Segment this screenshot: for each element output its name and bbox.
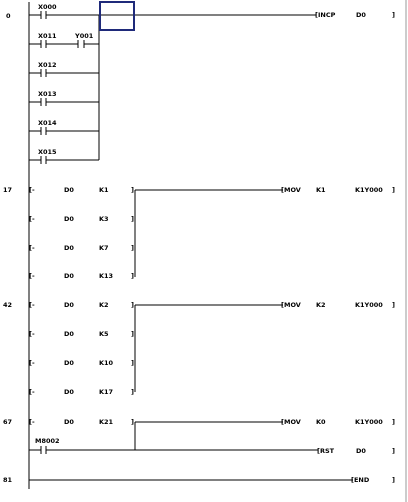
operand-2: K1Y000	[355, 418, 383, 426]
compare-instruction[interactable]	[29, 418, 134, 426]
compare-close: ]	[131, 330, 134, 338]
compare-instruction[interactable]	[29, 244, 134, 252]
compare-open: [-	[29, 215, 35, 223]
instruction-close: ]	[392, 447, 395, 455]
contact-label: M8002	[35, 437, 60, 445]
compare-operand-b: K7	[99, 244, 109, 252]
compare-open: [-	[29, 418, 35, 426]
compare-operand-a: D0	[64, 186, 74, 194]
compare-operand-b: K10	[99, 359, 114, 367]
operand-1: D0	[356, 11, 366, 19]
compare-open: [-	[29, 186, 35, 194]
step-number: 67	[3, 418, 13, 426]
compare-operand-a: D0	[64, 418, 74, 426]
compare-instruction[interactable]	[29, 301, 134, 309]
contact-label: X012	[38, 61, 57, 69]
contact-y001[interactable]	[74, 32, 99, 48]
step-number: 42	[3, 301, 13, 309]
compare-operand-a: D0	[64, 244, 74, 252]
instruction-incp[interactable]	[315, 11, 395, 19]
compare-operand-a: D0	[64, 272, 74, 280]
compare-instruction[interactable]	[29, 330, 134, 338]
step-number: 17	[3, 186, 13, 194]
compare-operand-a: D0	[64, 301, 74, 309]
contact-x000[interactable]	[29, 3, 99, 19]
compare-close: ]	[131, 215, 134, 223]
contact-x011[interactable]	[29, 32, 78, 48]
instruction-close: ]	[392, 301, 395, 309]
compare-open: [-	[29, 359, 35, 367]
operand-1: K2	[316, 301, 326, 309]
operand-1: K1	[316, 186, 326, 194]
compare-operand-a: D0	[64, 330, 74, 338]
contact-x015[interactable]	[29, 148, 99, 164]
compare-open: [-	[29, 330, 35, 338]
compare-instruction[interactable]	[29, 359, 134, 367]
step-number: 0	[6, 12, 11, 20]
operand-2: K1Y000	[355, 186, 383, 194]
compare-operand-b: K17	[99, 388, 114, 396]
step-number: 81	[3, 476, 13, 484]
compare-close: ]	[131, 388, 134, 396]
compare-operand-b: K5	[99, 330, 109, 338]
contact-m8002[interactable]	[29, 437, 318, 454]
operand-2: K1Y000	[355, 301, 383, 309]
instruction-mov[interactable]	[281, 186, 395, 194]
contact-label: X011	[38, 32, 57, 40]
contact-x012[interactable]	[29, 61, 99, 77]
rung-step-42[interactable]	[3, 301, 395, 396]
compare-open: [-	[29, 301, 35, 309]
compare-open: [-	[29, 244, 35, 252]
instruction-mov[interactable]	[281, 301, 395, 309]
contact-label: X014	[38, 119, 57, 127]
instruction-name: [RST	[317, 447, 335, 455]
instruction-mov[interactable]	[281, 418, 395, 426]
compare-operand-b: K3	[99, 215, 109, 223]
compare-operand-b: K13	[99, 272, 114, 280]
operand-1: D0	[356, 447, 366, 455]
rung-step-17[interactable]	[3, 186, 395, 280]
compare-open: [-	[29, 388, 35, 396]
instruction-name: [INCP	[315, 11, 336, 19]
rung-step-0[interactable]	[6, 2, 395, 164]
instruction-close: ]	[392, 476, 395, 484]
compare-instruction[interactable]	[29, 215, 134, 223]
compare-operand-a: D0	[64, 388, 74, 396]
compare-close: ]	[131, 186, 134, 194]
rung-step-67[interactable]	[3, 418, 395, 455]
compare-close: ]	[131, 244, 134, 252]
instruction-rst[interactable]	[317, 447, 395, 455]
contact-label: X000	[38, 3, 57, 11]
contact-label: Y001	[75, 32, 94, 40]
instruction-close: ]	[392, 418, 395, 426]
contact-label: X015	[38, 148, 57, 156]
compare-instruction[interactable]	[29, 272, 134, 280]
instruction-close: ]	[392, 11, 395, 19]
compare-close: ]	[131, 418, 134, 426]
contact-x013[interactable]	[29, 90, 99, 106]
compare-operand-b: K2	[99, 301, 109, 309]
compare-close: ]	[131, 301, 134, 309]
compare-operand-a: D0	[64, 359, 74, 367]
edit-cursor[interactable]	[100, 2, 134, 30]
instruction-name: [MOV	[281, 301, 301, 309]
rung-step-81[interactable]	[3, 476, 395, 484]
compare-close: ]	[131, 272, 134, 280]
compare-operand-b: K1	[99, 186, 109, 194]
compare-operand-b: K21	[99, 418, 114, 426]
instruction-end[interactable]	[351, 476, 395, 484]
compare-instruction[interactable]	[29, 186, 134, 194]
operand-1: K0	[316, 418, 326, 426]
compare-open: [-	[29, 272, 35, 280]
instruction-name: [MOV	[281, 418, 301, 426]
contact-label: X013	[38, 90, 57, 98]
instruction-close: ]	[392, 186, 395, 194]
instruction-name: [END	[351, 476, 370, 484]
compare-instruction[interactable]	[29, 388, 134, 396]
compare-operand-a: D0	[64, 215, 74, 223]
instruction-name: [MOV	[281, 186, 301, 194]
contact-x014[interactable]	[29, 119, 99, 135]
compare-close: ]	[131, 359, 134, 367]
